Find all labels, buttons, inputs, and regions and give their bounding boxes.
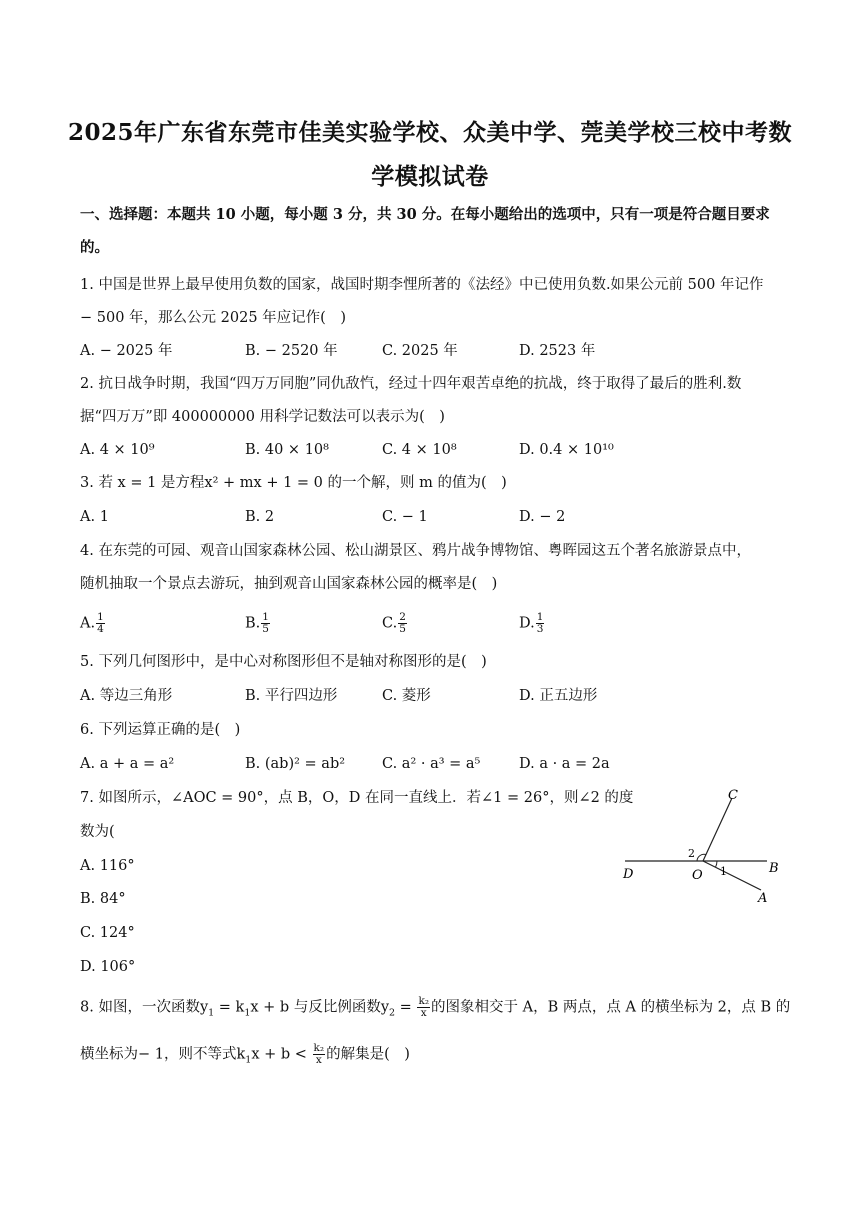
q4-option-a — [80, 612, 106, 635]
q7-option-a: A. 116° — [80, 858, 135, 874]
q4-option-b — [245, 612, 271, 635]
q4-option-c-fraction: $\frac{2}{5}$ — [399, 611, 406, 635]
q3-option-c: C. − 1 — [382, 509, 428, 525]
q5-option-a: A. 等边三角形 — [80, 688, 173, 704]
q4-option-b-label: B. — [245, 615, 261, 632]
q2-option-c: C. 4 × 10⁸ — [382, 442, 457, 458]
angle-1-arc — [716, 861, 718, 867]
q4-option-a-fraction: $\frac{1}{4}$ — [97, 611, 104, 635]
q1-option-d: D. 2523 年 — [519, 343, 596, 359]
label-d: D — [623, 867, 634, 882]
question-7: 7. 如图所示，∠AOC = 90°，点 B，O，D 在同一直线上．若∠1 = 26°，则∠2 的度 — [80, 790, 634, 806]
q5-option-d: D. 正五边形 — [519, 688, 598, 704]
q2-option-d: D. 0.4 × 10¹⁰ — [519, 442, 614, 458]
question-8-cont: 横坐标为− 1，则不等式$k_1x + b$ < $\frac{\text{k₂}}{x}$ 的解集是( ) — [80, 1042, 410, 1066]
q6-option-d: D. a · a = 2a — [519, 756, 610, 772]
q4-option-b-fraction: $\frac{1}{5}$ — [262, 611, 269, 635]
q6-option-c: C. a² · a³ = a⁵ — [382, 756, 481, 772]
section-heading: 一、选择题：本题共 10 小题，每小题 3 分，共 30 分。在每小题给出的选项中，只有一项是符合题目要求 — [80, 206, 770, 223]
q1-option-c: C. 2025 年 — [382, 343, 458, 359]
q7-option-d: D. 106° — [80, 959, 136, 975]
question-8: 8. 如图，一次函数$y_1 = k_1x + b$ 与反比例函数$y_2$ = $\frac{\text{k₂}}{x}$ 的图象相交于 A，B 两点，点 A 的横坐标为 2，点 B 的 — [80, 995, 791, 1019]
section-heading-cont: 的。 — [80, 239, 109, 256]
question-1-cont: − 500 年，那么公元 2025 年应记作( ) — [80, 310, 346, 326]
q4-option-c-label: C. — [382, 615, 398, 632]
label-angle-1: 1 — [720, 865, 727, 878]
label-angle-2: 2 — [688, 847, 695, 860]
label-a: A — [758, 891, 768, 906]
question-3: 3. 若 x = 1 是方程x² + mx + 1 = 0 的一个解，则 m 的值为( ) — [80, 475, 507, 491]
q7-option-b: B. 84° — [80, 891, 126, 907]
q2-option-a: A. 4 × 10⁹ — [80, 442, 155, 458]
angle-figure — [615, 786, 790, 906]
q8-fraction-2: $\frac{\text{k₂}}{x}$ — [313, 1042, 325, 1066]
question-6: 6. 下列运算正确的是( ) — [80, 722, 241, 738]
q7-option-c: C. 124° — [80, 925, 135, 941]
q2-option-b: B. 40 × 10⁸ — [245, 442, 329, 458]
q3-option-a: A. 1 — [80, 509, 109, 525]
q6-option-a: A. a + a = a² — [80, 756, 175, 772]
q4-option-a-label: A. — [80, 615, 96, 632]
question-4-cont: 随机抽取一个景点去游玩，抽到观音山国家森林公园的概率是( ) — [80, 576, 498, 592]
q1-option-b: B. − 2520 年 — [245, 343, 338, 359]
q3-option-b: B. 2 — [245, 509, 275, 525]
q5-option-c: C. 菱形 — [382, 688, 431, 704]
ray-oa — [703, 861, 761, 890]
q5-option-b: B. 平行四边形 — [245, 688, 338, 704]
q4-option-c — [382, 612, 408, 635]
label-b: B — [769, 861, 779, 876]
q1-option-a: A. − 2025 年 — [80, 343, 173, 359]
exam-title-line2: 学模拟试卷 — [371, 163, 489, 190]
question-5: 5. 下列几何图形中，是中心对称图形但不是轴对称图形的是( ) — [80, 654, 487, 670]
question-2: 2. 抗日战争时期，我国“四万万同胞”同仇敌忾，经过十四年艰苦卓绝的抗战，终于取得了最后的胜利.数 — [80, 376, 742, 392]
ray-oc — [703, 798, 732, 861]
question-7-cont: 数为( — [80, 824, 115, 840]
q6-option-b: B. (ab)² = ab² — [245, 756, 346, 772]
exam-title-line1: 2025年广东省东莞市佳美实验学校、众美中学、莞美学校三校中考数 — [67, 119, 792, 146]
q4-option-d-label: D. — [519, 615, 535, 632]
label-c: C — [728, 788, 738, 803]
question-1: 1. 中国是世界上最早使用负数的国家，战国时期李悝所著的《法经》中已使用负数.如果公元前 500 年记作 — [80, 277, 764, 293]
q4-option-d-fraction: $\frac{1}{3}$ — [536, 611, 544, 635]
q3-option-d: D. − 2 — [519, 509, 566, 525]
label-o: O — [692, 868, 703, 883]
question-4: 4. 在东莞的可园、观音山国家森林公园、松山湖景区、鸦片战争博物馆、粤晖园这五个著名旅游景点中， — [80, 543, 751, 559]
question-2-cont: 据“四万万”即 400000000 用科学记数法可以表示为( ) — [80, 409, 445, 425]
q8-fraction: $\frac{\text{k₂}}{x}$ — [418, 995, 430, 1019]
q4-option-d — [519, 612, 545, 635]
